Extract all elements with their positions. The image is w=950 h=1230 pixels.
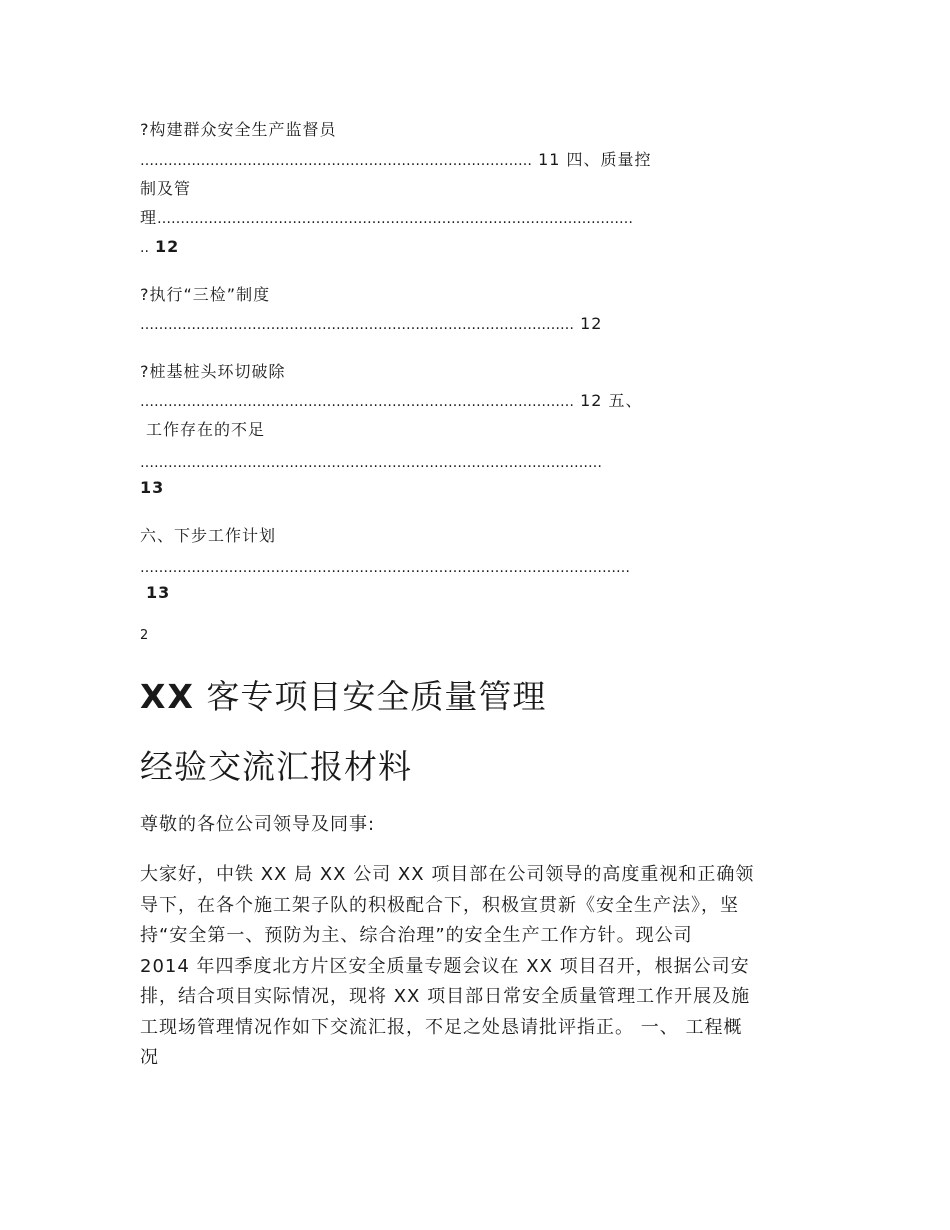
toc-item-leader-row bbox=[140, 390, 643, 413]
toc-page-number: 11 四、质量控 bbox=[532, 150, 652, 169]
toc-item-leader-row bbox=[140, 207, 633, 230]
toc-item-label: ?桩基桩头环切破除 bbox=[140, 362, 286, 381]
toc-item-label: 制及管 bbox=[140, 179, 192, 198]
title-text: 客专项目安全质量管理 bbox=[206, 677, 547, 716]
toc-item-title bbox=[140, 361, 286, 383]
toc-item-title bbox=[140, 178, 191, 200]
toc-page-number-value: 13 bbox=[146, 583, 171, 602]
paragraph-line: 2014 年四季度北方片区安全质量专题会议在 XX 项目召开，根据公司安 bbox=[140, 955, 750, 977]
toc-leader-dots: ………………………………………………………………………… bbox=[140, 153, 532, 169]
toc-item-label: 理 bbox=[140, 208, 158, 227]
toc-leader-dots: ………………………………………………………………………………… bbox=[140, 394, 574, 410]
toc-item-leader-row bbox=[140, 149, 652, 172]
paragraph-line: 排，结合项目实际情况，现将 XX 项目部日常安全质量管理工作开展及施 bbox=[140, 986, 751, 1007]
paragraph-line: 持“安全第一、预防为主、综合治理”的安全生产工作方针。现公司 bbox=[140, 925, 693, 946]
toc-item-label: 六、下步工作计划 bbox=[140, 526, 277, 545]
toc-leader-dots: .. bbox=[140, 240, 149, 256]
toc-page-number bbox=[140, 477, 164, 499]
toc-item-title bbox=[140, 525, 276, 547]
paragraph-line: 况 bbox=[140, 1047, 159, 1068]
toc-page-number bbox=[146, 582, 170, 604]
toc-item-title bbox=[140, 119, 337, 141]
toc-item-title bbox=[146, 419, 265, 441]
toc-item-leader-row bbox=[140, 313, 602, 336]
toc-leader-dots: ……………………………………………………………………………………… bbox=[140, 455, 602, 471]
document-title bbox=[140, 676, 546, 718]
title-prefix: XX bbox=[140, 677, 195, 716]
toc-page-number: 12 bbox=[155, 237, 180, 256]
toc-item-title bbox=[140, 284, 270, 306]
toc-item-leader-row bbox=[140, 556, 630, 579]
toc-leader-dots: ………………………………………………………………………………… bbox=[140, 317, 574, 333]
toc-item-leader-row bbox=[140, 236, 179, 259]
toc-leader-dots: ………………………………………………………………………………………… bbox=[157, 211, 634, 227]
salutation: 尊敬的各位公司领导及同事: bbox=[140, 814, 376, 835]
paragraph-line: 导下，在各个施工架子队的积极配合下，积极宣贯新《安全生产法》，坚 bbox=[140, 894, 739, 916]
toc-page-number: 12 五、 bbox=[574, 391, 643, 410]
toc-leader-dots: …………………………………………………………………………………………… bbox=[140, 560, 630, 576]
body-paragraph bbox=[140, 860, 820, 1074]
paragraph-line: 工现场管理情况作如下交流汇报，不足之处恳请批评指正。 一、 工程概 bbox=[140, 1016, 743, 1038]
toc-item-label: 工作存在的不足 bbox=[146, 420, 266, 439]
document-subtitle: 经验交流汇报材料 bbox=[140, 747, 412, 786]
toc-page-number: 12 bbox=[574, 314, 603, 333]
page-number: 2 bbox=[140, 628, 149, 643]
paragraph-line: 大家好，中铁 XX 局 XX 公司 XX 项目部在公司领导的高度重视和正确领 bbox=[140, 864, 755, 885]
toc-item-label: ?构建群众安全生产监督员 bbox=[140, 120, 337, 139]
toc-item-leader-row bbox=[140, 451, 602, 474]
toc-page-number-value: 13 bbox=[140, 478, 165, 497]
toc-item-label: ?执行“三检”制度 bbox=[140, 285, 271, 304]
